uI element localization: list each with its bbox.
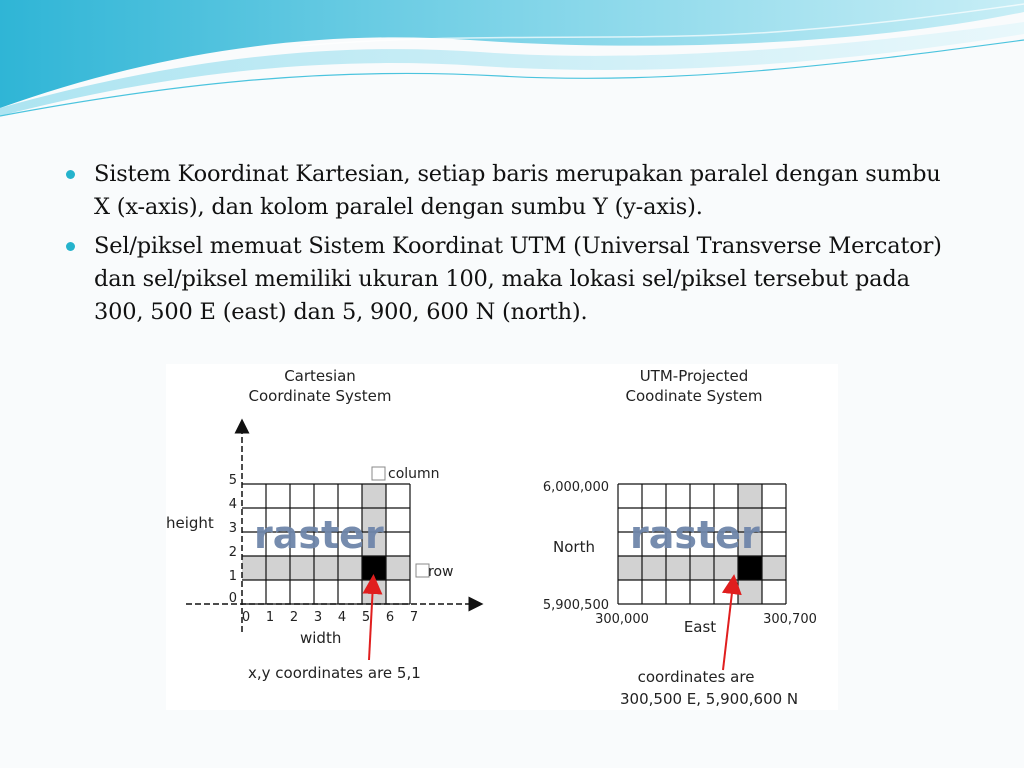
coordinate-systems-figure (166, 364, 838, 710)
y-axis-label: height (166, 514, 214, 532)
bullet-text: Sel/piksel memuat Sistem Koordinat UTM (Universal Transverse Mercator) dan sel/piksel memiliki ukuran 100, maka lokasi sel/piksel tersebut pada 300, 500 E (east) dan 5, 900, 600 N (north). (94, 233, 942, 325)
y-tick-label: 5 (228, 473, 237, 488)
pointer-arrow (723, 584, 733, 670)
utm-caption-line1: coordinates are (637, 668, 755, 686)
target-cell (362, 556, 386, 580)
y-tick-label: 1 (228, 569, 237, 584)
cartesian-caption: x,y coordinates are 5,1 (248, 664, 421, 682)
raster-watermark: raster (254, 513, 384, 557)
x-tick-label: 7 (409, 610, 419, 625)
coordinate-systems-svg (166, 364, 838, 710)
bullet-dot-icon (66, 170, 75, 179)
utm-x-right-label: 300,700 (763, 612, 817, 627)
x-tick-label: 1 (265, 610, 275, 625)
utm-x-axis-label: East (683, 618, 717, 636)
bullet-text: Sistem Koordinat Kartesian, setiap baris merupakan paralel dengan sumbu X (x-axis), dan kolom paralel dengan sumbu Y (y-axis). (94, 161, 941, 220)
y-tick-label: 3 (228, 521, 237, 536)
y-tick-label: 4 (228, 497, 237, 512)
utm-caption-line2: 300,500 E, 5,900,600 N (620, 690, 799, 708)
utm-x-left-label: 300,000 (595, 612, 649, 627)
x-tick-label: 0 (241, 610, 251, 625)
bullet-item (62, 158, 962, 224)
column-label: column (388, 466, 440, 482)
bullet-dot-icon (66, 242, 75, 251)
x-tick-label: 6 (385, 610, 395, 625)
x-axis-label: width (300, 629, 342, 647)
row-label: row (428, 564, 454, 580)
utm-y-top-label: 6,000,000 (542, 480, 609, 495)
bullet-list (62, 158, 962, 335)
column-legend-box (372, 467, 385, 480)
x-tick-label: 4 (337, 610, 347, 625)
cartesian-title-line2: Coordinate System (248, 387, 392, 405)
utm-y-bottom-label: 5,900,500 (542, 598, 609, 613)
header-wave-decoration (0, 0, 1024, 130)
bullet-item (62, 230, 962, 329)
cartesian-panel (166, 367, 476, 682)
utm-panel (543, 367, 817, 708)
x-tick-label: 3 (313, 610, 323, 625)
cartesian-title-line1: Cartesian (284, 367, 356, 385)
raster-watermark: raster (630, 513, 760, 557)
x-tick-label: 5 (361, 610, 371, 625)
utm-title-line2: Coodinate System (625, 387, 763, 405)
y-tick-label: 2 (228, 545, 237, 560)
x-tick-label: 2 (289, 610, 299, 625)
target-cell (738, 556, 762, 580)
utm-title-line1: UTM-Projected (639, 367, 749, 385)
utm-y-axis-label: North (553, 538, 595, 556)
y-tick-label: 0 (228, 591, 237, 606)
